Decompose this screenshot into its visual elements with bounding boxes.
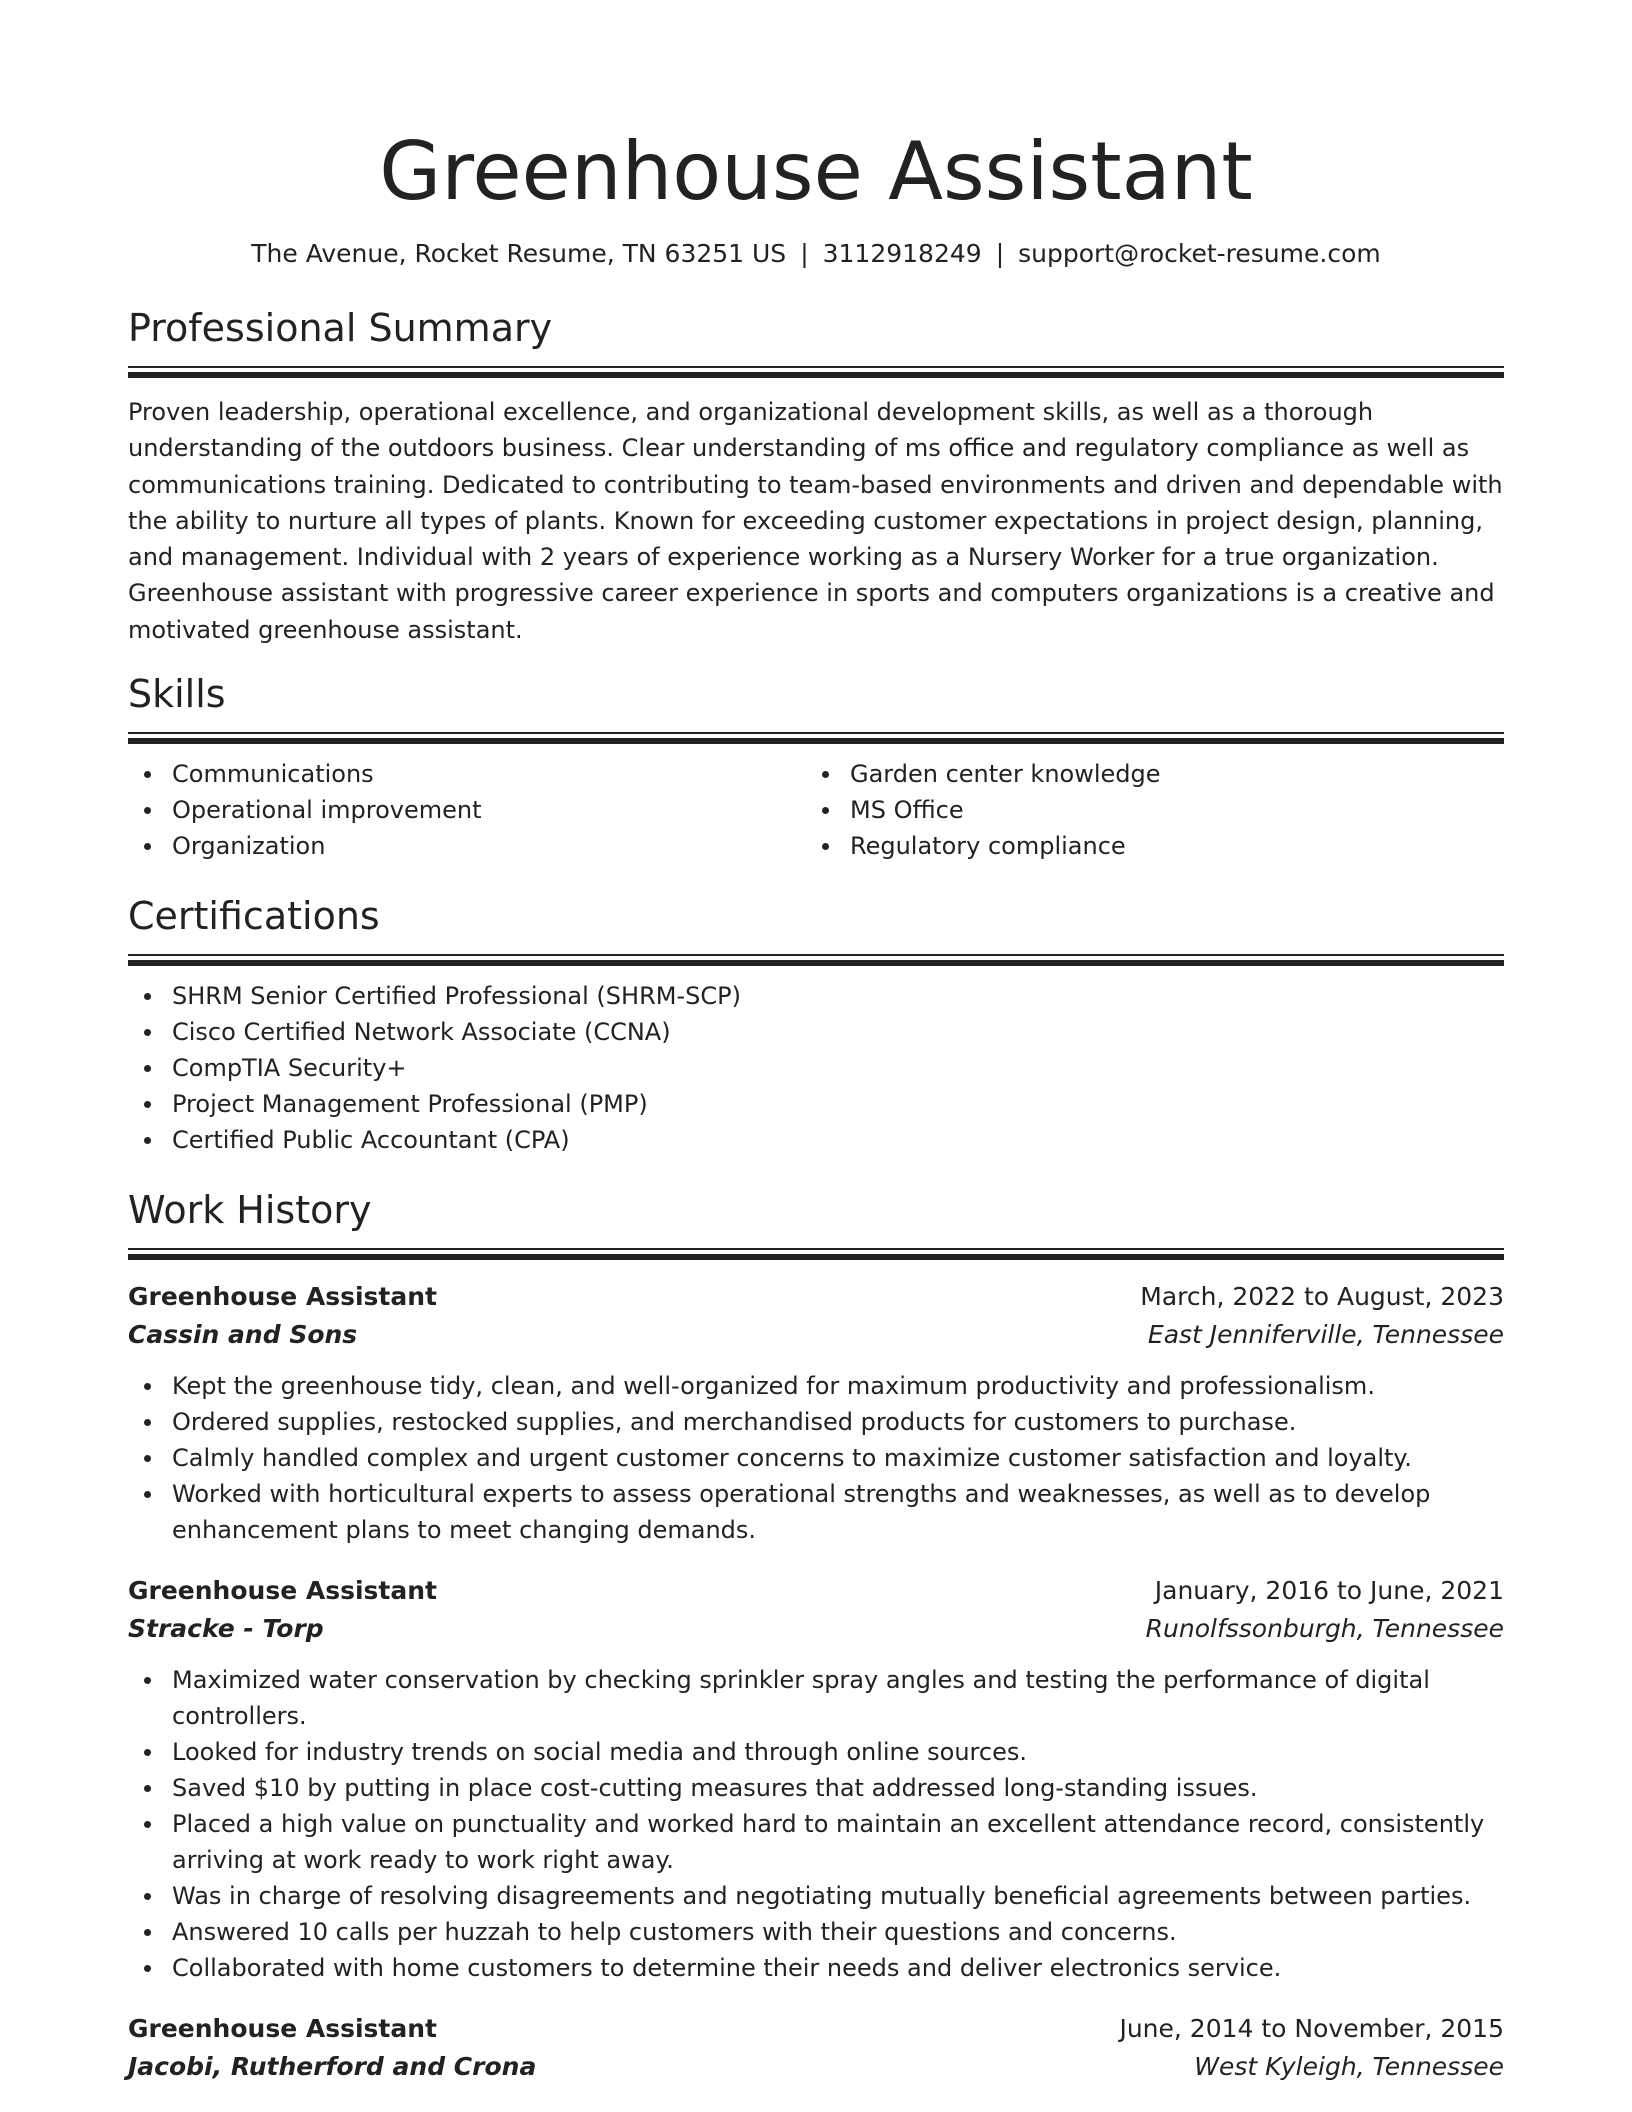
contact-separator: | bbox=[800, 239, 809, 268]
job-dates: January, 2016 to June, 2021 bbox=[1154, 1576, 1504, 1606]
job-location: Runolfssonburgh, Tennessee bbox=[1145, 1614, 1504, 1644]
job-title: Greenhouse Assistant bbox=[128, 2014, 437, 2044]
job-bullet: Looked for industry trends on social media and through online sources. bbox=[128, 1734, 1504, 1770]
skill-item: Garden center knowledge bbox=[806, 756, 1484, 792]
certification-item: Cisco Certified Network Associate (CCNA) bbox=[128, 1014, 1504, 1050]
job-company: Stracke - Torp bbox=[128, 1614, 324, 1644]
section-title-certifications: Certifications bbox=[128, 894, 380, 939]
section-title-summary: Professional Summary bbox=[128, 306, 553, 350]
job-bullet: Worked with horticultural experts to assess operational strengths and weaknesses, as well as to develop enhancement plans to meet changing demands. bbox=[128, 1476, 1504, 1548]
certifications-list bbox=[128, 978, 1504, 1158]
summary-text: Proven leadership, operational excellence, and organizational development skills, as well as a thorough understanding of the outdoors business. Clear understanding of ms office and regulatory compliance as well as communications training. Dedicated to contributing to team-based environments and driven and dependable with the ability to nurture all types of plants. Known for exceeding customer expectations in project design, planning, and management. Individual with 2 years of experience working as a Nursery Worker for a true organization. Greenhouse assistant with progressive career experience in sports and computers organizations is a creative and motivated greenhouse assistant. bbox=[128, 398, 1503, 644]
job-title: Greenhouse Assistant bbox=[128, 1576, 437, 1606]
section-title-work-history: Work History bbox=[128, 1188, 372, 1233]
job-entry bbox=[128, 1278, 1504, 1548]
job-subheader bbox=[128, 2048, 1504, 2086]
certifications-section bbox=[128, 892, 1504, 1158]
job-location: West Kyleigh, Tennessee bbox=[1194, 2052, 1504, 2082]
skills-list-right bbox=[806, 756, 1484, 864]
skill-item: Organization bbox=[128, 828, 806, 864]
contact-separator: | bbox=[995, 239, 1005, 268]
skill-item: Regulatory compliance bbox=[806, 828, 1484, 864]
job-company: Jacobi, Rutherford and Crona bbox=[128, 2052, 537, 2082]
contact-address: The Avenue, Rocket Resume, TN 63251 US bbox=[251, 239, 787, 268]
job-entry bbox=[128, 2010, 1504, 2086]
job-dates: March, 2022 to August, 2023 bbox=[1140, 1282, 1504, 1312]
job-location: East Jenniferville, Tennessee bbox=[1147, 1320, 1504, 1350]
job-subheader bbox=[128, 1316, 1504, 1354]
certification-item: SHRM Senior Certified Professional (SHRM-SCP) bbox=[128, 978, 1504, 1014]
job-dates: June, 2014 to November, 2015 bbox=[1119, 2014, 1504, 2044]
job-bullet: Ordered supplies, restocked supplies, and merchandised products for customers to purchase. bbox=[128, 1404, 1504, 1440]
section-title-skills: Skills bbox=[128, 672, 226, 717]
certification-item: Project Management Professional (PMP) bbox=[128, 1086, 1504, 1122]
job-subheader bbox=[128, 1610, 1504, 1648]
skill-item: MS Office bbox=[806, 792, 1484, 828]
resume-page bbox=[128, 0, 1504, 2086]
job-bullets bbox=[128, 1662, 1504, 1986]
resume-name: Greenhouse Assistant bbox=[379, 125, 1253, 218]
skill-item: Communications bbox=[128, 756, 806, 792]
job-title: Greenhouse Assistant bbox=[128, 1282, 437, 1312]
job-bullet: Collaborated with home customers to determine their needs and deliver electronics service. bbox=[128, 1950, 1504, 1986]
skill-item: Operational improvement bbox=[128, 792, 806, 828]
job-company: Cassin and Sons bbox=[128, 1320, 358, 1350]
work-history-section bbox=[128, 1186, 1504, 2086]
job-header bbox=[128, 2010, 1504, 2048]
job-header bbox=[128, 1572, 1504, 1610]
job-bullet: Placed a high value on punctuality and worked hard to maintain an excellent attendance record, consistently arriving at work ready to work right away. bbox=[128, 1806, 1504, 1878]
contact-phone: 3112918249 bbox=[822, 239, 982, 268]
skills-grid bbox=[128, 756, 1504, 864]
job-bullet: Kept the greenhouse tidy, clean, and well-organized for maximum productivity and professionalism. bbox=[128, 1368, 1504, 1404]
job-bullet: Saved $10 by putting in place cost-cutting measures that addressed long-standing issues. bbox=[128, 1770, 1504, 1806]
job-bullet: Calmly handled complex and urgent customer concerns to maximize customer satisfaction and loyalty. bbox=[128, 1440, 1504, 1476]
contact-line bbox=[128, 236, 1504, 272]
summary-section bbox=[128, 304, 1504, 648]
job-bullet: Answered 10 calls per huzzah to help customers with their questions and concerns. bbox=[128, 1914, 1504, 1950]
job-entry bbox=[128, 1572, 1504, 1986]
section-divider bbox=[128, 1248, 1504, 1260]
section-divider bbox=[128, 732, 1504, 744]
certification-item: Certified Public Accountant (CPA) bbox=[128, 1122, 1504, 1158]
certification-item: CompTIA Security+ bbox=[128, 1050, 1504, 1086]
job-bullets bbox=[128, 1368, 1504, 1548]
job-header bbox=[128, 1278, 1504, 1316]
job-bullet: Was in charge of resolving disagreements and negotiating mutually beneficial agreements between parties. bbox=[128, 1878, 1504, 1914]
contact-email: support@rocket-resume.com bbox=[1018, 239, 1381, 268]
skills-section bbox=[128, 670, 1504, 864]
section-divider bbox=[128, 954, 1504, 966]
section-divider bbox=[128, 366, 1504, 378]
skills-list-left bbox=[128, 756, 806, 864]
job-bullet: Maximized water conservation by checking sprinkler spray angles and testing the performance of digital controllers. bbox=[128, 1662, 1504, 1734]
